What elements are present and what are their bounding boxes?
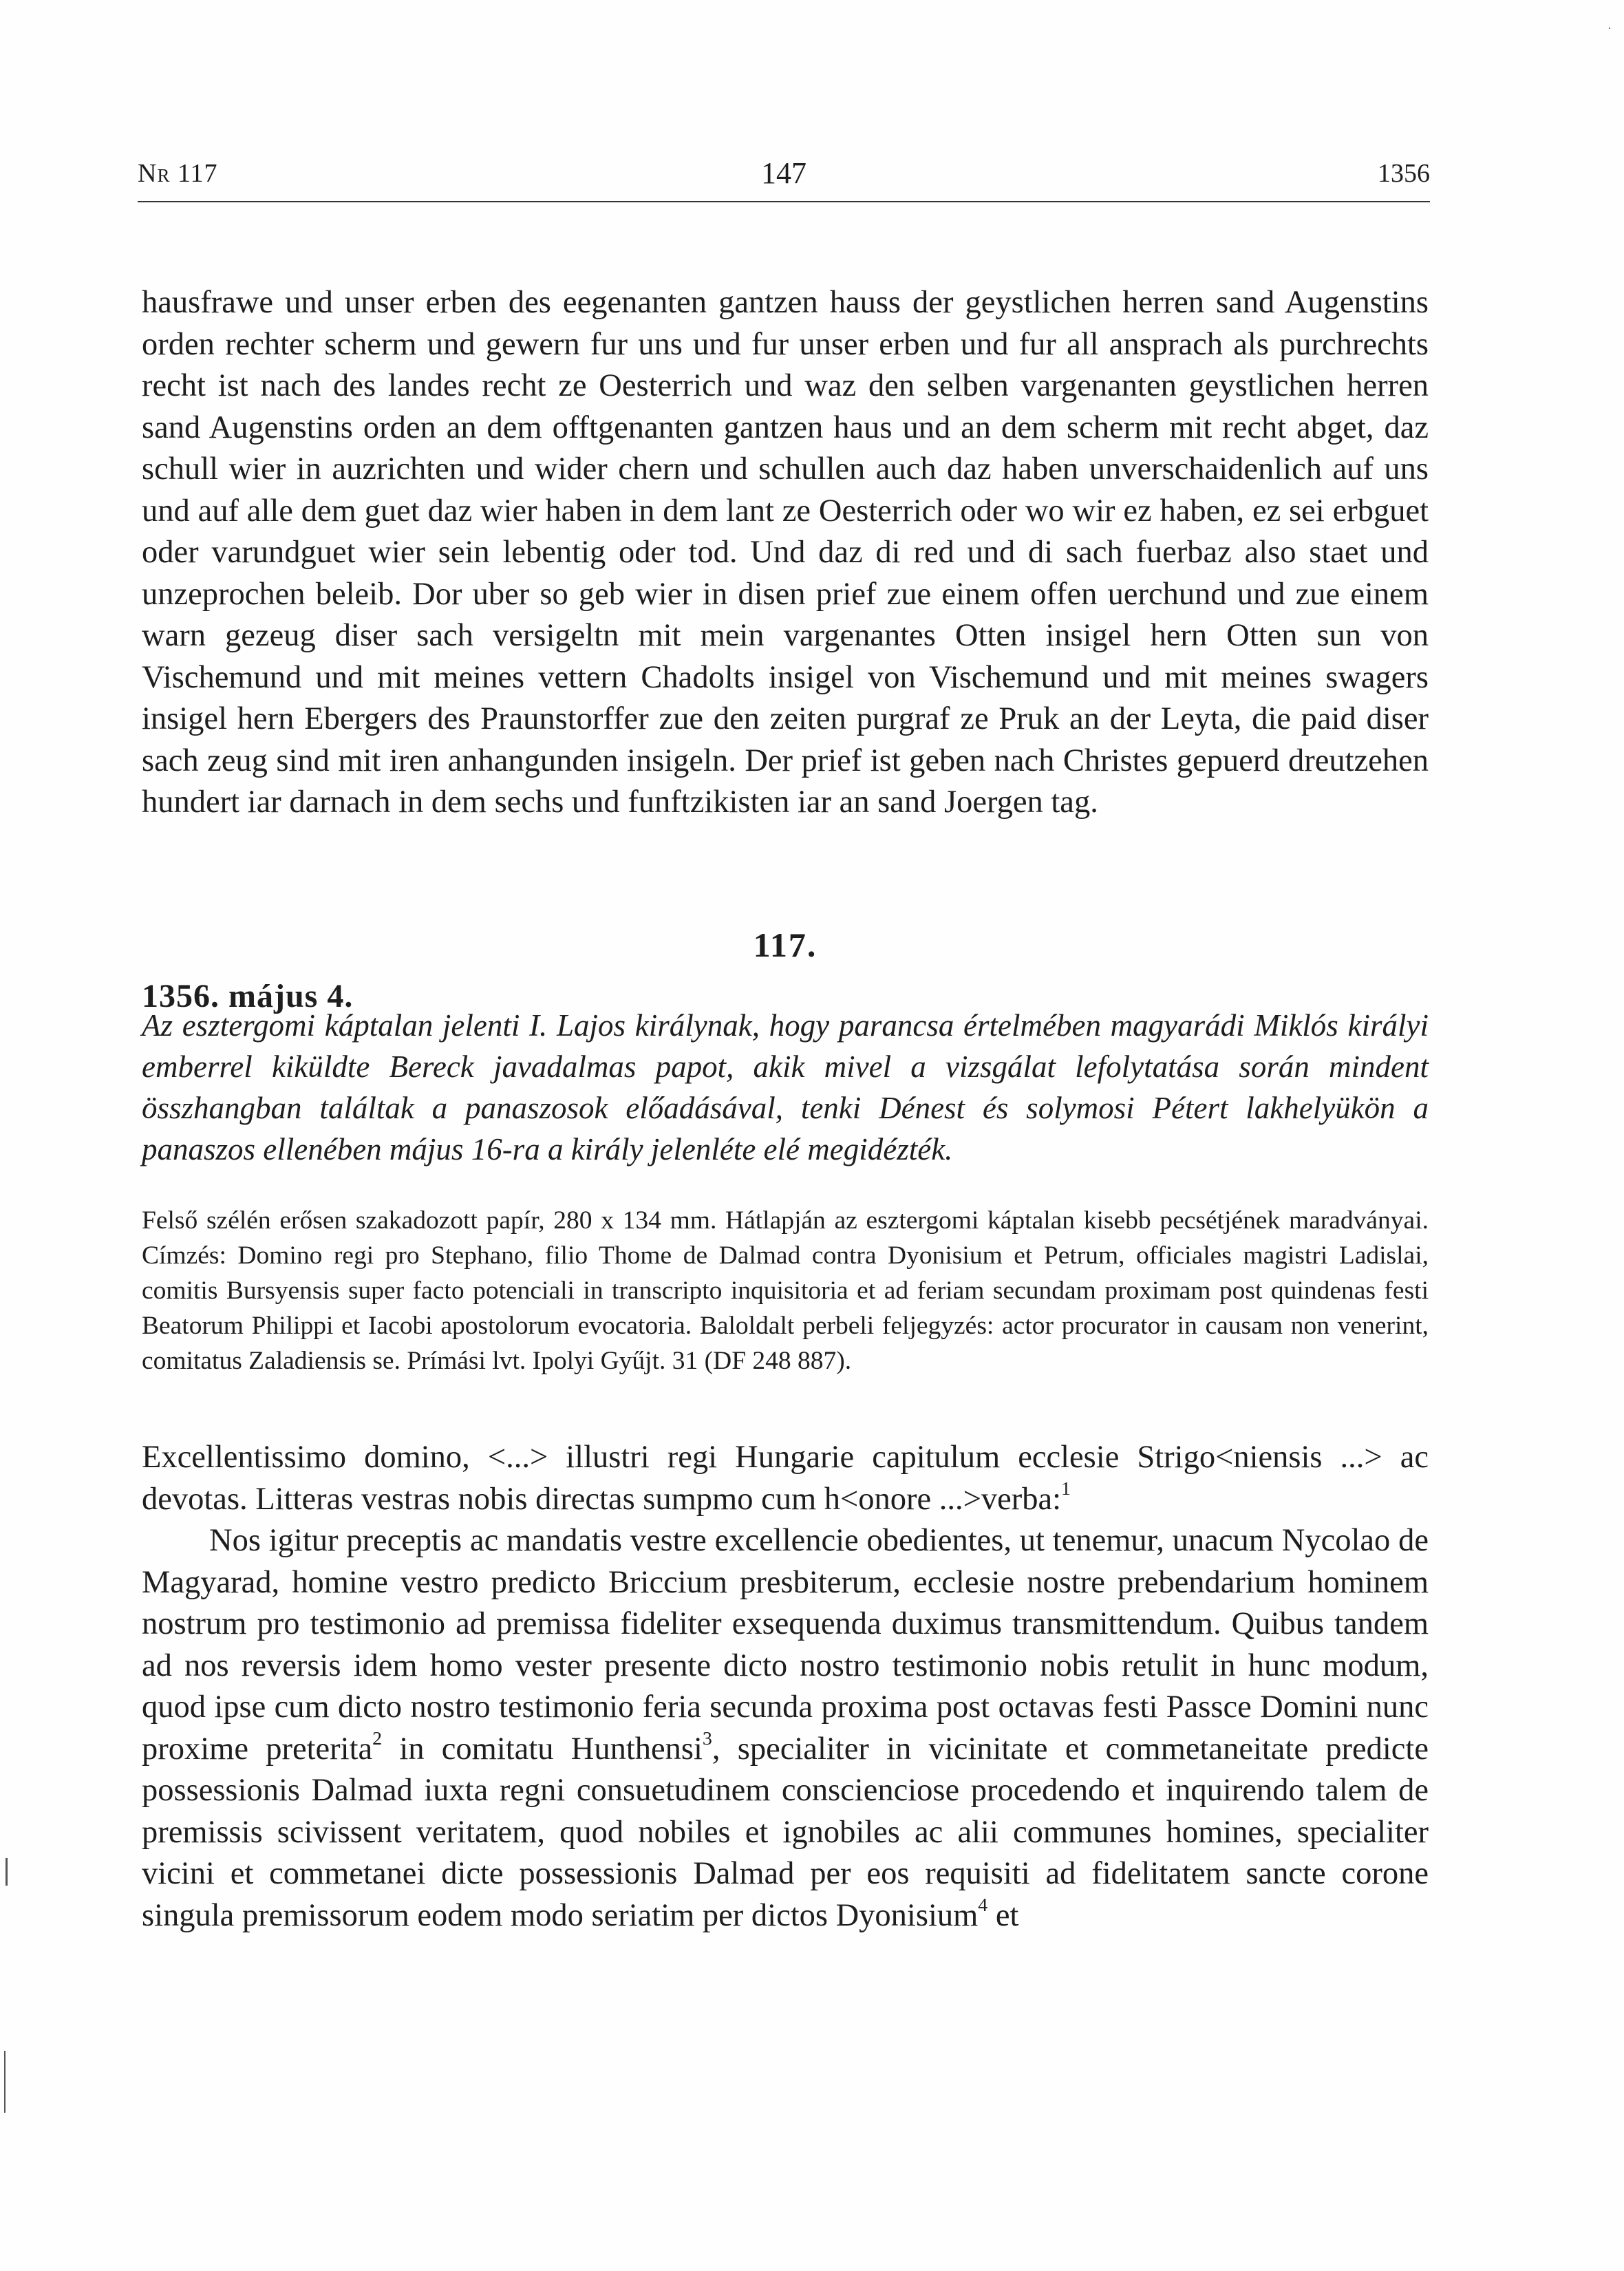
main-text-c: , specialiter in vicinitate et commetaneitate predicte possessionis Dalmad iuxta regni consuetudinem conscienciose procedendo et inquirendo talem de premissis scivissent veritatem, quod nobiles et ignobiles ac alii communes homines, specialiter vicini et commetanei dicte possessionis Dalmad per eos requisiti ad fidelitatem sancte corone singula premissorum eodem modo seriatim per dictos Dyonisium — [142, 1731, 1429, 1933]
header-nr-label: Nr — [138, 159, 171, 188]
header-nr-value: 117 — [170, 159, 218, 188]
header-year: 1356 — [1378, 159, 1430, 188]
salutation-paragraph — [142, 1437, 1429, 1520]
footnote-ref-4: 4 — [978, 1894, 988, 1916]
document-description-note: Felső szélén erősen szakadozott papír, 280 x 134 mm. Hátlapján az esztergomi káptalan kisebb pecsétjének maradványai. Címzés: Domino regi pro Stephano, filio Thome de Dalmad contra Dyonisium et Petrum, officiales magistri Ladislai, comitis Bursyensis super facto potenciali in transcripto inquisitoria et ad feriam secundam proximam post quindenas festi Beatorum Philippi et Iacobi apostolorum evocatoria. Baloldalt perbeli feljegyzés: actor procurator in causam non venerint, comitatus Zaladiensis se. Prímási lvt. Ipolyi Gyűjt. 31 (DF 248 887). — [142, 1206, 1429, 1375]
footnote-ref-3: 3 — [702, 1727, 712, 1749]
main-text-d: et — [987, 1897, 1019, 1933]
document-text — [142, 1437, 1429, 1937]
footnote-ref-2: 2 — [372, 1727, 383, 1749]
continuation-paragraph: hausfrawe und unser erben des eegenanten gantzen hauss der geystlichen herren sand Augenstins orden rechter scherm und gewern fur uns und fur unser erben und fur all ansprach als purchrechts recht ist nach des landes recht ze Oesterrich und waz den selben vargenanten geystlichen herren sand Augenstins orden an dem offtgenanten gantzen haus und an dem scherm mit recht abget, daz schull wier in auzrichten und wider chern und schullen auch daz haben unverschaidenlich auf uns und auf alle dem guet daz wier haben in dem lant ze Oesterrich oder wo wir ez haben, ez sei erbguet oder varundguet wier sein lebentig oder tod. Und daz di red und di sach fuerbaz also staet und unzeprochen beleib. Dor uber so geb wier in disen prief zue einem offen uerchund und zue einem warn gezeug diser sach versigeltn mit mein vargenantes Otten insigel hern Otten sun von Vischemund und mit meines vettern Chadolts insigel von Vischemund und mit meines swagers insigel hern Ebergers des Praunstorffer zue den zeiten purgraf ze Pruk an der Leyta, die paid diser sach zeug sind mit iren anhangunden insigeln. Der prief ist geben nach Christes gepuerd dreutzehen hundert iar darnach in dem sechs und funftzikisten iar an sand Joergen tag. — [142, 285, 1429, 820]
running-header — [138, 153, 1430, 194]
header-rule — [138, 201, 1430, 202]
page-number: 147 — [761, 156, 806, 190]
scan-margin-mark — [4, 2051, 6, 2113]
scan-dust-mark — [1609, 28, 1610, 29]
document-date: 1356. május 4. — [142, 978, 354, 1014]
scan-margin-mark — [6, 1858, 8, 1886]
main-text-a: Nos igitur preceptis ac mandatis vestre excellencie obedientes, ut tenemur, unacum Nycolao de Magyarad, homine vestro predicto Briccium presbiterum, ecclesie nostre prebendarium hominem nostrum pro testimonio ad premissa fideliter exsequenda duximus transmittendum. Quibus tandem ad nos reversis idem homo vester presente dicto nostro testimonio nobis retulit in hunc modum, quod ipse cum dicto nostro testimonio feria secunda proxima post octavas festi Passce Domini nunc proxime preterita — [142, 1523, 1429, 1767]
salutation-text: Excellentissimo domino, <...> illustri regi Hungarie capitulum ecclesie Strigo<niensis ...> ac devotas. Litteras vestras nobis directas sumpmo cum h<onore ...>verba: — [142, 1440, 1429, 1517]
footnote-ref-1: 1 — [1061, 1478, 1071, 1500]
main-text-b: in comitatu Hunthensi — [382, 1731, 703, 1767]
document-regest: Az esztergomi káptalan jelenti I. Lajos királynak, hogy parancsa értelmében magyarádi Miklós királyi emberrel kiküldte Bereck javadalmas papot, akik mivel a vizsgálat lefolytatása során mindent összhangban találtak a panaszosok előadásával, tenki Dénest és solymosi Pétert lakhelyükön a panaszos ellenében május 16-ra a király jelenléte elé megidézték. — [142, 1008, 1429, 1166]
document-number: 117. — [753, 926, 818, 964]
main-paragraph — [142, 1520, 1429, 1937]
